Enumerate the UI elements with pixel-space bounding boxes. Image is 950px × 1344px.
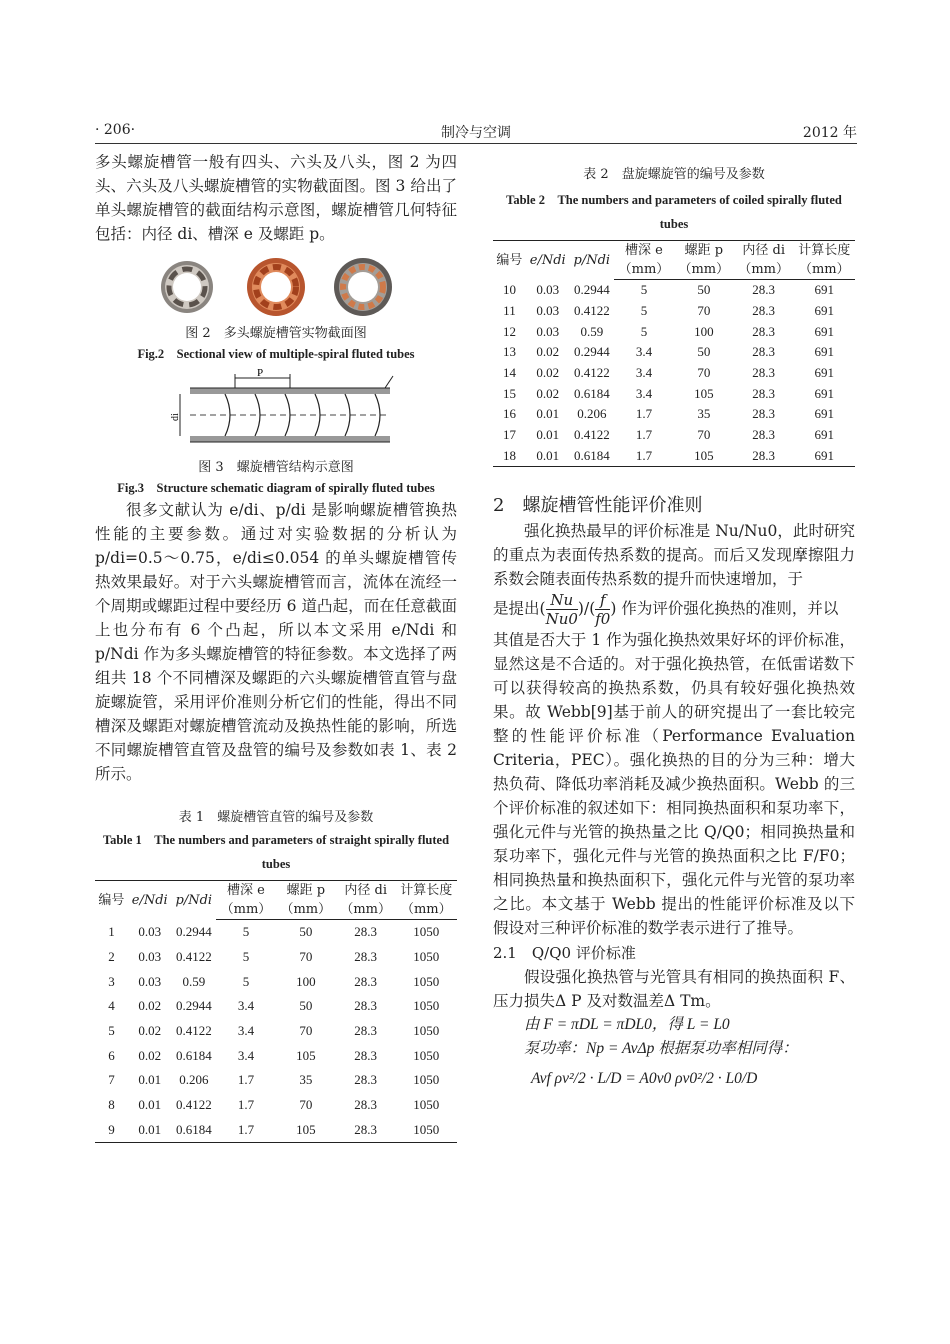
spiral-tube-diagram (95, 366, 457, 458)
table-cell: 0.4122 (573, 365, 610, 381)
table-cell: 0.2944 (175, 998, 212, 1014)
table-cell: 28.3 (354, 998, 378, 1014)
table-cell: 3.4 (635, 344, 653, 360)
table-row (493, 383, 855, 404)
table-cell: 0.03 (138, 924, 162, 940)
table-2-caption-cn: 表 2 盘旋螺旋管的编号及参数 (583, 167, 765, 182)
table-cell: 1050 (413, 1097, 440, 1113)
table-cell: 28.3 (752, 406, 776, 422)
table-cell: 691 (814, 385, 835, 401)
table-row (95, 920, 457, 945)
table-cell: 5 (640, 303, 648, 319)
table-cell: 1.7 (614, 446, 674, 467)
table-row (95, 1068, 457, 1093)
col-pitch: 螺距 p (674, 241, 734, 261)
table-cell: 28.3 (354, 924, 378, 940)
equation-1: 由 F = πDL = πDL0，得 L = L0 (524, 1016, 730, 1034)
table-row (493, 363, 855, 384)
table-cell: 100 (296, 973, 316, 989)
table-row (493, 321, 855, 342)
col-no: 编号 (95, 881, 128, 920)
figure-2-photos (95, 254, 457, 324)
col-dia: 内径 di (734, 241, 794, 261)
pitch-label: P (257, 367, 264, 379)
table-cell: 5 (242, 949, 250, 965)
table-row (95, 1019, 457, 1044)
table-cell: 1 (108, 924, 115, 940)
table-cell: 70 (299, 1097, 313, 1113)
table-cell: 70 (299, 1023, 313, 1039)
numerator: Nu (546, 591, 578, 610)
paragraph-assumption: 假设强化换热管与光管具有相同的换热面积 F、压力损失Δ P 及对数温差Δ Tm。 (493, 968, 855, 1011)
table-1-caption-cn: 表 1 螺旋槽管直管的编号及参数 (178, 810, 374, 825)
table-cell: 28.3 (752, 385, 776, 401)
table-cell: 28.3 (354, 1097, 378, 1113)
table-cell: 28.3 (752, 365, 776, 381)
four-start-section (161, 261, 213, 313)
paragraph-criteria-2: 其值是否大于 1 作为强化换热效果好坏的评价标准，显然这是不合适的。对于强化换热管，在低雷诺数下可以获得较高的换热系数，仍具有较好强化换热效果。故 Webb[9]基于前人的研究提出了一套比较完整的性能评价标准（Performance Evaluation Criteria，PEC）。强化换热的目的分为三种：增大热负荷、降低功率消耗及减少换热面积。Webb 的三个评价标准的叙述如下：相同换热面积和泵功率下，强化元件与光管的换热量之比 Q/Q0；相同换热量和泵功率下，强化元件与光管的换热面积之比 F/F0；相同换热量和换热面积下，强化元件与光管的泵功率之比。本文基于 Webb 提出的性能评价标准及以下假设对三种评价标准的数学表示进行了推导。 (493, 631, 855, 938)
right-column (493, 150, 855, 1091)
table-cell: 15 (502, 385, 516, 401)
journal-name: 制冷与空调 (441, 125, 511, 141)
table-cell: 0.02 (536, 344, 560, 360)
table-cell: 0.03 (138, 949, 162, 965)
table-cell: 1.7 (635, 406, 653, 422)
unit: （mm） (396, 900, 457, 920)
table-cell: 0.4122 (175, 949, 212, 965)
table-cell: 10 (502, 282, 516, 298)
figure-2-caption-en: Fig.2 Sectional view of multiple-spiral fluted tubes (137, 347, 415, 361)
table-cell: 0.206 (179, 1072, 209, 1088)
text-fragment: 是提出 (493, 599, 540, 618)
table-cell: 0.02 (138, 1047, 162, 1063)
figure-3-caption-en: Fig.3 Structure schematic diagram of spirally fluted tubes (117, 481, 435, 495)
table-cell: 70 (697, 365, 711, 381)
unit: （mm） (276, 900, 336, 920)
table-row (493, 301, 855, 322)
table-row (493, 404, 855, 425)
subsection-2-1-heading: 2.1 Q/Q0 评价标准 (493, 944, 636, 963)
table-cell: 3.4 (635, 385, 653, 401)
table-cell: 0.03 (138, 973, 162, 989)
table-cell: 691 (814, 303, 835, 319)
table-cell: 0.59 (182, 973, 206, 989)
unit: （mm） (674, 260, 734, 280)
table-cell: 5 (242, 973, 250, 989)
table-row (493, 280, 855, 301)
denominator: f0 (595, 610, 611, 629)
table-cell: 6 (108, 1047, 115, 1063)
table-cell: 1050 (413, 1023, 440, 1039)
unit: （mm） (794, 260, 855, 280)
table-cell: 0.6184 (175, 1047, 212, 1063)
fraction-nu (546, 591, 578, 628)
table-cell: 28.3 (354, 973, 378, 989)
diameter-label: di (170, 413, 181, 421)
table-cell: 70 (299, 949, 313, 965)
table-row (493, 446, 855, 467)
table-cell: 18 (493, 446, 526, 467)
tube-cross-sections-image (95, 254, 457, 324)
table-cell: 0.2944 (175, 924, 212, 940)
table-cell: 8 (108, 1097, 115, 1113)
section-2-heading: 2 螺旋槽管性能评价准则 (493, 495, 703, 517)
table-row (95, 1043, 457, 1068)
table-cell: 105 (694, 385, 714, 401)
table-cell: 0.4122 (573, 303, 610, 319)
table-cell: 9 (95, 1118, 128, 1143)
table-cell: 105 (674, 446, 734, 467)
table-cell: 0.03 (536, 282, 560, 298)
table-2-caption-en: Table 2 The numbers and parameters of coiled spirally fluted tubes (506, 193, 842, 231)
equation-2: 泵功率：Np = AvΔp 根据泵功率相同得： (524, 1040, 798, 1058)
page-number: · 206· (95, 122, 136, 138)
left-column (95, 150, 457, 1143)
table-cell: 1050 (413, 973, 440, 989)
col-depth: 槽深 e (614, 241, 674, 261)
table-cell: 3.4 (237, 1047, 255, 1063)
table-cell: 0.01 (536, 406, 560, 422)
table-row (95, 994, 457, 1019)
table-cell: 0.206 (577, 406, 607, 422)
table-cell: 28.3 (752, 344, 776, 360)
unit: （mm） (336, 900, 396, 920)
table-cell: 35 (299, 1072, 313, 1088)
table-cell: 1050 (413, 998, 440, 1014)
table-cell: 28.3 (752, 303, 776, 319)
equation-3: Avf ρv²/2 · L/D = A0v0 ρv0²/2 · L0/D (531, 1070, 758, 1088)
col-len: 计算长度 (396, 881, 457, 901)
table-cell: 691 (814, 365, 835, 381)
table-1-caption-en: Table 1 The numbers and parameters of straight spirally fluted tubes (102, 833, 450, 871)
table-cell: 12 (502, 323, 516, 339)
table-2 (493, 240, 855, 467)
table-cell: 691 (794, 446, 855, 467)
table-cell: 0.02 (536, 365, 560, 381)
table-cell: 105 (276, 1118, 336, 1143)
table-row (493, 342, 855, 363)
paragraph-criteria-1: 强化换热最早的评价标准是 Nu/Nu0，此时研究的重点为表面传热系数的提高。而后又发现摩擦阻力系数会随表面传热系数的提升而快速增加，于 (493, 522, 855, 589)
table-cell: 7 (108, 1072, 115, 1088)
table-cell: 1050 (413, 1047, 440, 1063)
col-endi: e/Ndi (128, 881, 172, 920)
paragraph-intro: 多头螺旋槽管一般有四头、六头及八头，图 2 为四头、六头及八头螺旋槽管的实物截面图。图 3 给出了单头螺旋槽管的截面结构示意图，螺旋槽管几何特征包括：内径 di、槽深 e 及螺距 p。 (95, 153, 457, 243)
table-cell: 70 (697, 427, 711, 443)
table-row (95, 945, 457, 970)
table-cell: 3.4 (237, 1023, 255, 1039)
figure-3-caption-cn: 图 3 螺旋槽管结构示意图 (198, 460, 354, 475)
table-cell: 28.3 (354, 1072, 378, 1088)
text-fragment: 作为评价强化换热的准则，并以 (621, 599, 839, 618)
figure-2-caption-cn: 图 2 多头螺旋槽管实物截面图 (185, 326, 367, 341)
table-cell: 50 (697, 282, 711, 298)
table-cell: 28.3 (354, 1023, 378, 1039)
table-cell: 50 (299, 924, 313, 940)
unit: （mm） (216, 900, 276, 920)
table-cell: 28.3 (752, 323, 776, 339)
table-2-body (493, 280, 855, 467)
table-cell: 5 (640, 282, 648, 298)
denominator: Nu0 (545, 610, 578, 629)
table-cell: 691 (814, 323, 835, 339)
table-cell: 1050 (413, 924, 440, 940)
table-cell: 1.7 (216, 1118, 276, 1143)
year: 2012 年 (802, 125, 857, 141)
paragraph-criteria-formula: 是提出( $\frac{Nu}{Nu0}$ )/( $\frac{f}{f0}$ ) 作为评价强化换热的准则，并以 (493, 591, 839, 629)
table-cell: 0.01 (536, 427, 560, 443)
table-cell: 0.6184 (570, 446, 614, 467)
col-pitch: 螺距 p (276, 881, 336, 901)
table-cell: 1050 (413, 949, 440, 965)
table-cell: 28.3 (354, 1047, 378, 1063)
col-depth: 槽深 e (216, 881, 276, 901)
col-endi: e/Ndi (526, 241, 570, 280)
table-cell: 0.02 (138, 1023, 162, 1039)
table-row (95, 1093, 457, 1118)
table-cell: 5 (640, 323, 648, 339)
table-cell: 4 (108, 998, 115, 1014)
six-start-section (247, 258, 305, 316)
col-dia: 内径 di (336, 881, 396, 901)
table-cell: 1.7 (635, 427, 653, 443)
table-cell: 1.7 (237, 1072, 255, 1088)
table-1-body (95, 920, 457, 1143)
table-cell: 5 (108, 1023, 115, 1039)
table-cell: 50 (299, 998, 313, 1014)
table-cell: 0.02 (138, 998, 162, 1014)
table-cell: 0.03 (536, 303, 560, 319)
table-cell: 5 (242, 924, 250, 940)
table-cell: 16 (502, 406, 516, 422)
table-cell: 28.3 (752, 427, 776, 443)
table-cell: 70 (697, 303, 711, 319)
table-cell: 1050 (413, 1072, 440, 1088)
table-cell: 0.01 (138, 1097, 162, 1113)
table-cell: 1.7 (237, 1097, 255, 1113)
table-cell: 0.01 (138, 1072, 162, 1088)
table-cell: 0.4122 (175, 1023, 212, 1039)
table-cell: 0.6184 (172, 1118, 216, 1143)
table-cell: 0.02 (536, 385, 560, 401)
header-rule (95, 143, 857, 144)
table-cell: 35 (697, 406, 711, 422)
col-pndi: p/Ndi (172, 881, 216, 920)
table-cell: 13 (502, 344, 516, 360)
table-cell: 28.3 (336, 1118, 396, 1143)
col-no: 编号 (493, 241, 526, 280)
table-cell: 0.2944 (573, 282, 610, 298)
table-cell: 0.2944 (573, 344, 610, 360)
table-cell: 3.4 (237, 998, 255, 1014)
table-cell: 50 (697, 344, 711, 360)
table-cell: 0.01 (128, 1118, 172, 1143)
table-cell: 691 (814, 406, 835, 422)
table-cell: 0.6184 (573, 385, 610, 401)
table-cell: 105 (296, 1047, 316, 1063)
numerator: f (595, 591, 610, 610)
col-pndi: p/Ndi (570, 241, 614, 280)
table-cell: 691 (814, 427, 835, 443)
table-cell: 0.03 (536, 323, 560, 339)
table-cell: 2 (108, 949, 115, 965)
table-cell: 3 (108, 973, 115, 989)
table-cell: 14 (502, 365, 516, 381)
table-cell: 100 (694, 323, 714, 339)
unit: （mm） (734, 260, 794, 280)
table-cell: 3.4 (635, 365, 653, 381)
table-cell: 1050 (396, 1118, 457, 1143)
eight-start-section (334, 258, 392, 316)
table-cell: 691 (814, 282, 835, 298)
figure-3-schematic (95, 366, 457, 458)
unit: （mm） (614, 260, 674, 280)
table-1 (95, 880, 457, 1143)
table-cell: 28.3 (752, 282, 776, 298)
running-header (95, 122, 857, 142)
col-len: 计算长度 (794, 241, 855, 261)
table-cell: 0.4122 (175, 1097, 212, 1113)
table-cell: 11 (503, 303, 516, 319)
table-row (95, 969, 457, 994)
table-cell: 691 (814, 344, 835, 360)
table-cell: 28.3 (734, 446, 794, 467)
table-cell: 0.4122 (573, 427, 610, 443)
table-cell: 17 (502, 427, 516, 443)
table-cell: 0.01 (526, 446, 570, 467)
paragraph-parameters: 很多文献认为 e/di、p/di 是影响螺旋槽管换热性能的主要参数。通过对实验数据的分析认为 p/di=0.5～0.75，e/di≤0.054 的单头螺旋槽管传热效果最好。对于六头螺旋槽管而言，流体在流经一个周期或螺距过程中要经历 6 道凸起，而在任意截面上也分布有 6 个凸起，所以本文采用 e/Ndi 和 p/Ndi 作为多头螺旋槽管的特征参数。本文选择了两组共 18 个不同槽深及螺距的六头螺旋槽管直管与盘旋螺旋管，采用评价准则分析它们的性能，得出不同槽深及螺距对螺旋槽管流动及换热性能的影响，所选不同螺旋槽管直管及盘管的编号及参数如表 1、表 2 所示。 (95, 501, 457, 783)
fraction-f (595, 591, 610, 628)
table-cell: 0.59 (580, 323, 604, 339)
table-row (95, 1118, 457, 1143)
table-cell: 28.3 (354, 949, 378, 965)
table-row (493, 425, 855, 446)
